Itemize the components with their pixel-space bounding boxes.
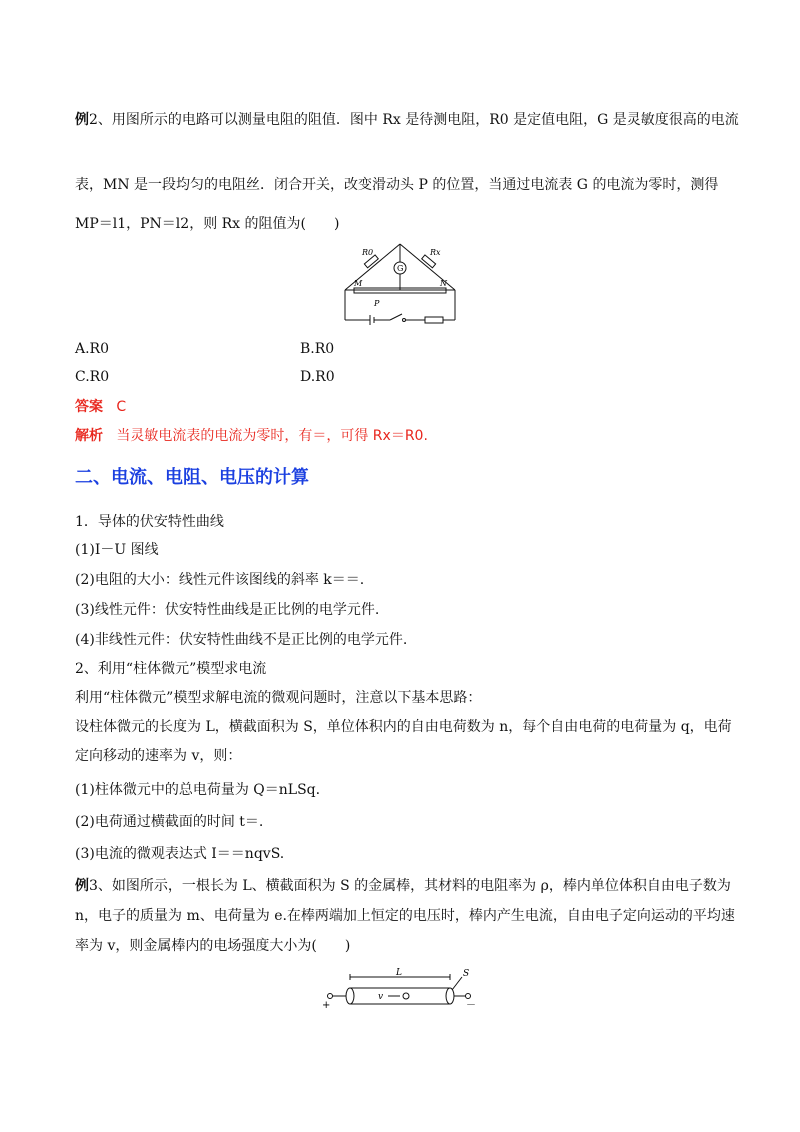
rod-length-label: L (396, 968, 402, 978)
example-label: 例 (75, 112, 89, 128)
example2-line3: MP＝l1，PN＝l2，则 Rx 的阻值为( ) (75, 216, 340, 232)
circuit-diagram (340, 240, 465, 330)
m-label: M (354, 279, 363, 288)
example2-text-1: 2、用图所示的电路可以测量电阻的阻值．图中 Rx 是待测电阻，R0 是定值电阻，G 是灵敏度很高的电流 (89, 112, 739, 128)
section-line-3: (2)电阻的大小：线性元件该图线的斜率 k＝＝. (75, 572, 365, 588)
section-line-6: 2、利用“柱体微元”模型求电流 (75, 661, 267, 677)
n-label: N (440, 279, 447, 288)
answer-line (75, 397, 126, 417)
example3-label: 例 (75, 878, 89, 894)
analysis-line (75, 426, 428, 446)
section-line-2: (1)I－U 图线 (75, 542, 159, 558)
rx-label: Rx (430, 248, 441, 257)
example3-line1 (75, 876, 731, 896)
section-line-8: 设柱体微元的长度为 L，横截面积为 S，单位体积内的自由电荷数为 n，每个自由电荷的电荷量为 q，电荷 (75, 719, 732, 735)
galvanometer-label: G (397, 264, 404, 273)
example3-line3: 率为 v，则金属棒内的电场强度大小为( ) (75, 938, 351, 954)
section-line-9: 定向移动的速率为 v，则： (75, 748, 242, 764)
metal-rod-diagram (320, 965, 480, 1015)
example2-line1 (75, 110, 739, 130)
section-line-5: (4)非线性元件：伏安特性曲线不是正比例的电学元件. (75, 632, 408, 648)
example3-text-1: 3、如图所示，一根长为 L、横截面积为 S 的金属棒，其材料的电阻率为 ρ，棒内单位体积自由电子数为 (89, 878, 731, 894)
section-line-7: 利用“柱体微元”模型求解电流的微观问题时，注意以下基本思路： (75, 690, 482, 706)
option-a: A.R0 (75, 341, 110, 357)
answer-value: C (116, 399, 127, 415)
section-line-1: 1．导体的伏安特性曲线 (75, 514, 224, 530)
p-label: P (374, 299, 380, 308)
analysis-label: 解析 (75, 428, 103, 444)
example3-line2: n，电子的质量为 m、电荷量为 e.在棒两端加上恒定的电压时，棒内产生电流，自由电子定向运动的平均速 (75, 908, 735, 924)
option-d: D.R0 (300, 369, 335, 385)
option-b: B.R0 (300, 341, 335, 357)
plus-terminal-label: + (322, 1000, 331, 1011)
section-line-10: (1)柱体微元中的总电荷量为 Q＝nLSq. (75, 782, 321, 798)
r0-label: R0 (362, 248, 374, 257)
minus-terminal-label: － (466, 1000, 476, 1011)
section-line-4: (3)线性元件：伏安特性曲线是正比例的电学元件. (75, 602, 380, 618)
section-line-11: (2)电荷通过横截面的时间 t＝. (75, 814, 264, 830)
example2-line2: 表，MN 是一段均匀的电阻丝．闭合开关，改变滑动头 P 的位置，当通过电流表 G 的电流为零时，测得 (75, 177, 719, 193)
section-line-12: (3)电流的微观表达式 I＝＝nqvS. (75, 846, 285, 862)
section-heading: 二、电流、电阻、电压的计算 (75, 467, 309, 488)
velocity-label: v (378, 992, 384, 1002)
rod-area-label: S (463, 969, 470, 979)
option-c: C.R0 (75, 369, 110, 385)
answer-label: 答案 (75, 399, 103, 415)
analysis-text: 当灵敏电流表的电流为零时，有＝，可得 Rx＝R0. (116, 428, 428, 444)
